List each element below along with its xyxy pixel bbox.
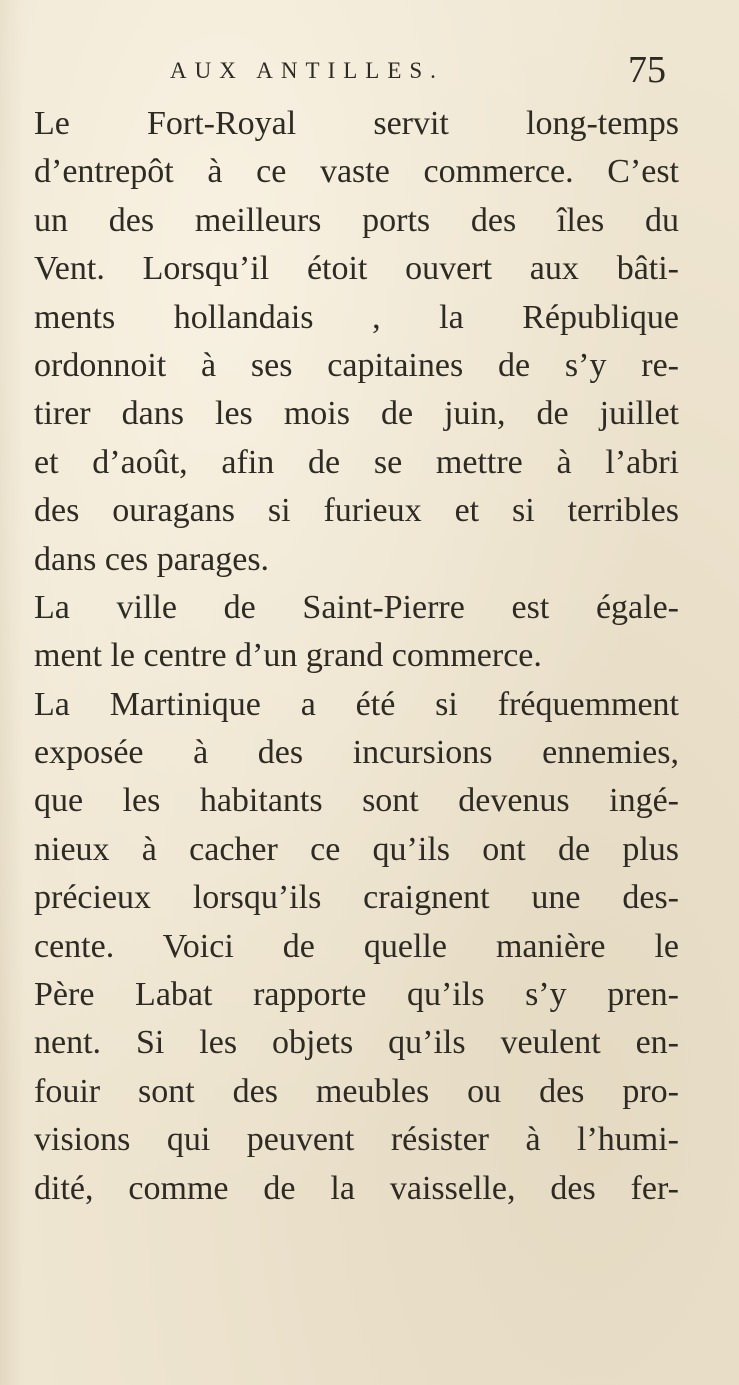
text-line: Le Fort-Royal servit long-temps [34, 105, 679, 142]
text-line: Vent. Lorsqu’il étoit ouvert aux bâti- [34, 250, 679, 288]
text-line: d’entrepôt à ce vaste commerce. C’est [34, 153, 679, 191]
text-line: nent. Si les objets qu’ils veulent en- [34, 1024, 679, 1062]
text-line: cente. Voici de quelle manière le [34, 927, 679, 965]
text-line: et d’août, afin de se mettre à l’abri [34, 443, 679, 481]
text-line: tirer dans les mois de juin, de juillet [34, 395, 679, 433]
text-line: nieux à cacher ce qu’ils ont de plus [34, 830, 679, 868]
text-line: fouir sont des meubles ou des pro- [34, 1072, 679, 1110]
text-line: des ouragans si furieux et si terribles [34, 492, 679, 530]
text-line: dans ces parages. [34, 540, 270, 578]
text-line: ments hollandais , la République [34, 298, 679, 336]
text-line: visions qui peuvent résister à l’humi- [34, 1121, 679, 1159]
text-line: dité, comme de la vaisselle, des fer- [34, 1169, 679, 1207]
running-head [0, 48, 739, 100]
text-line: ment le centre d’un grand commerce. [34, 637, 542, 675]
text-line: précieux lorsqu’ils craignent une des- [34, 879, 679, 917]
running-title: AUX ANTILLES. [170, 58, 444, 83]
text-line: un des meilleurs ports des îles du [34, 201, 679, 239]
body-text [34, 100, 679, 1213]
page-number: 75 [628, 49, 666, 91]
text-line: Père Labat rapporte qu’ils s’y pren- [34, 976, 679, 1014]
text-line: La ville de Saint-Pierre est égale- [34, 588, 679, 626]
text-line: La Martinique a été si fréquemment [34, 685, 679, 723]
text-line: exposée à des incursions ennemies, [34, 734, 679, 772]
text-line: ordonnoit à ses capitaines de s’y re- [34, 346, 679, 384]
text-line: que les habitants sont devenus ingé- [34, 782, 679, 820]
